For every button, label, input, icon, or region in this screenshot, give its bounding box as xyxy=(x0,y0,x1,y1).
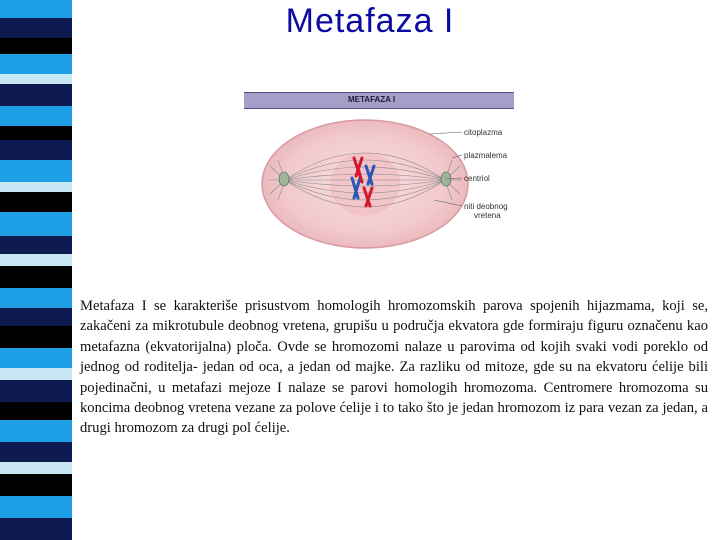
label-citoplazma: citoplazma xyxy=(464,128,503,137)
label-niti-line1: niti deobnog xyxy=(464,202,508,211)
body-paragraph: Metafaza I se karakteriše prisustvom homologih hromozomskih parova spojenih hijazmama, koji se, zakačeni za mikrotubule deobnog vretena, grupišu u područja ekvatora gde formiraju figuru označenu kao metafazna (ekvatorijalna) ploča. Ovde se hromozomi nalaze u parovima od kojih svaki vodi poreklo od jednog od roditelja- jedan od oca, a jedan od majke. Za razliku od mitoze, gde su na ekvatoru ćelije bili pojedinačni, u metafazi mejoze I nalaze se parovi homologih hromozoma. Centromere hromozoma su koncima deobnog vretena vezane za polove ćelije i to tako što je jedan hromozom iz para vezan za jedan, a drugi hromozom za drugi pol ćelije. xyxy=(80,298,708,437)
figure-header-label: METAFAZA I xyxy=(348,95,396,104)
metaphase-figure xyxy=(240,88,520,288)
label-centriol: centriol xyxy=(464,174,490,183)
label-plazmalema: plazmalema xyxy=(464,151,508,160)
decorative-side-strip xyxy=(0,0,72,540)
cell-diagram-icon xyxy=(240,88,520,288)
label-niti-line2: vretena xyxy=(474,211,501,220)
slide-title: Metafaza I xyxy=(285,2,455,40)
